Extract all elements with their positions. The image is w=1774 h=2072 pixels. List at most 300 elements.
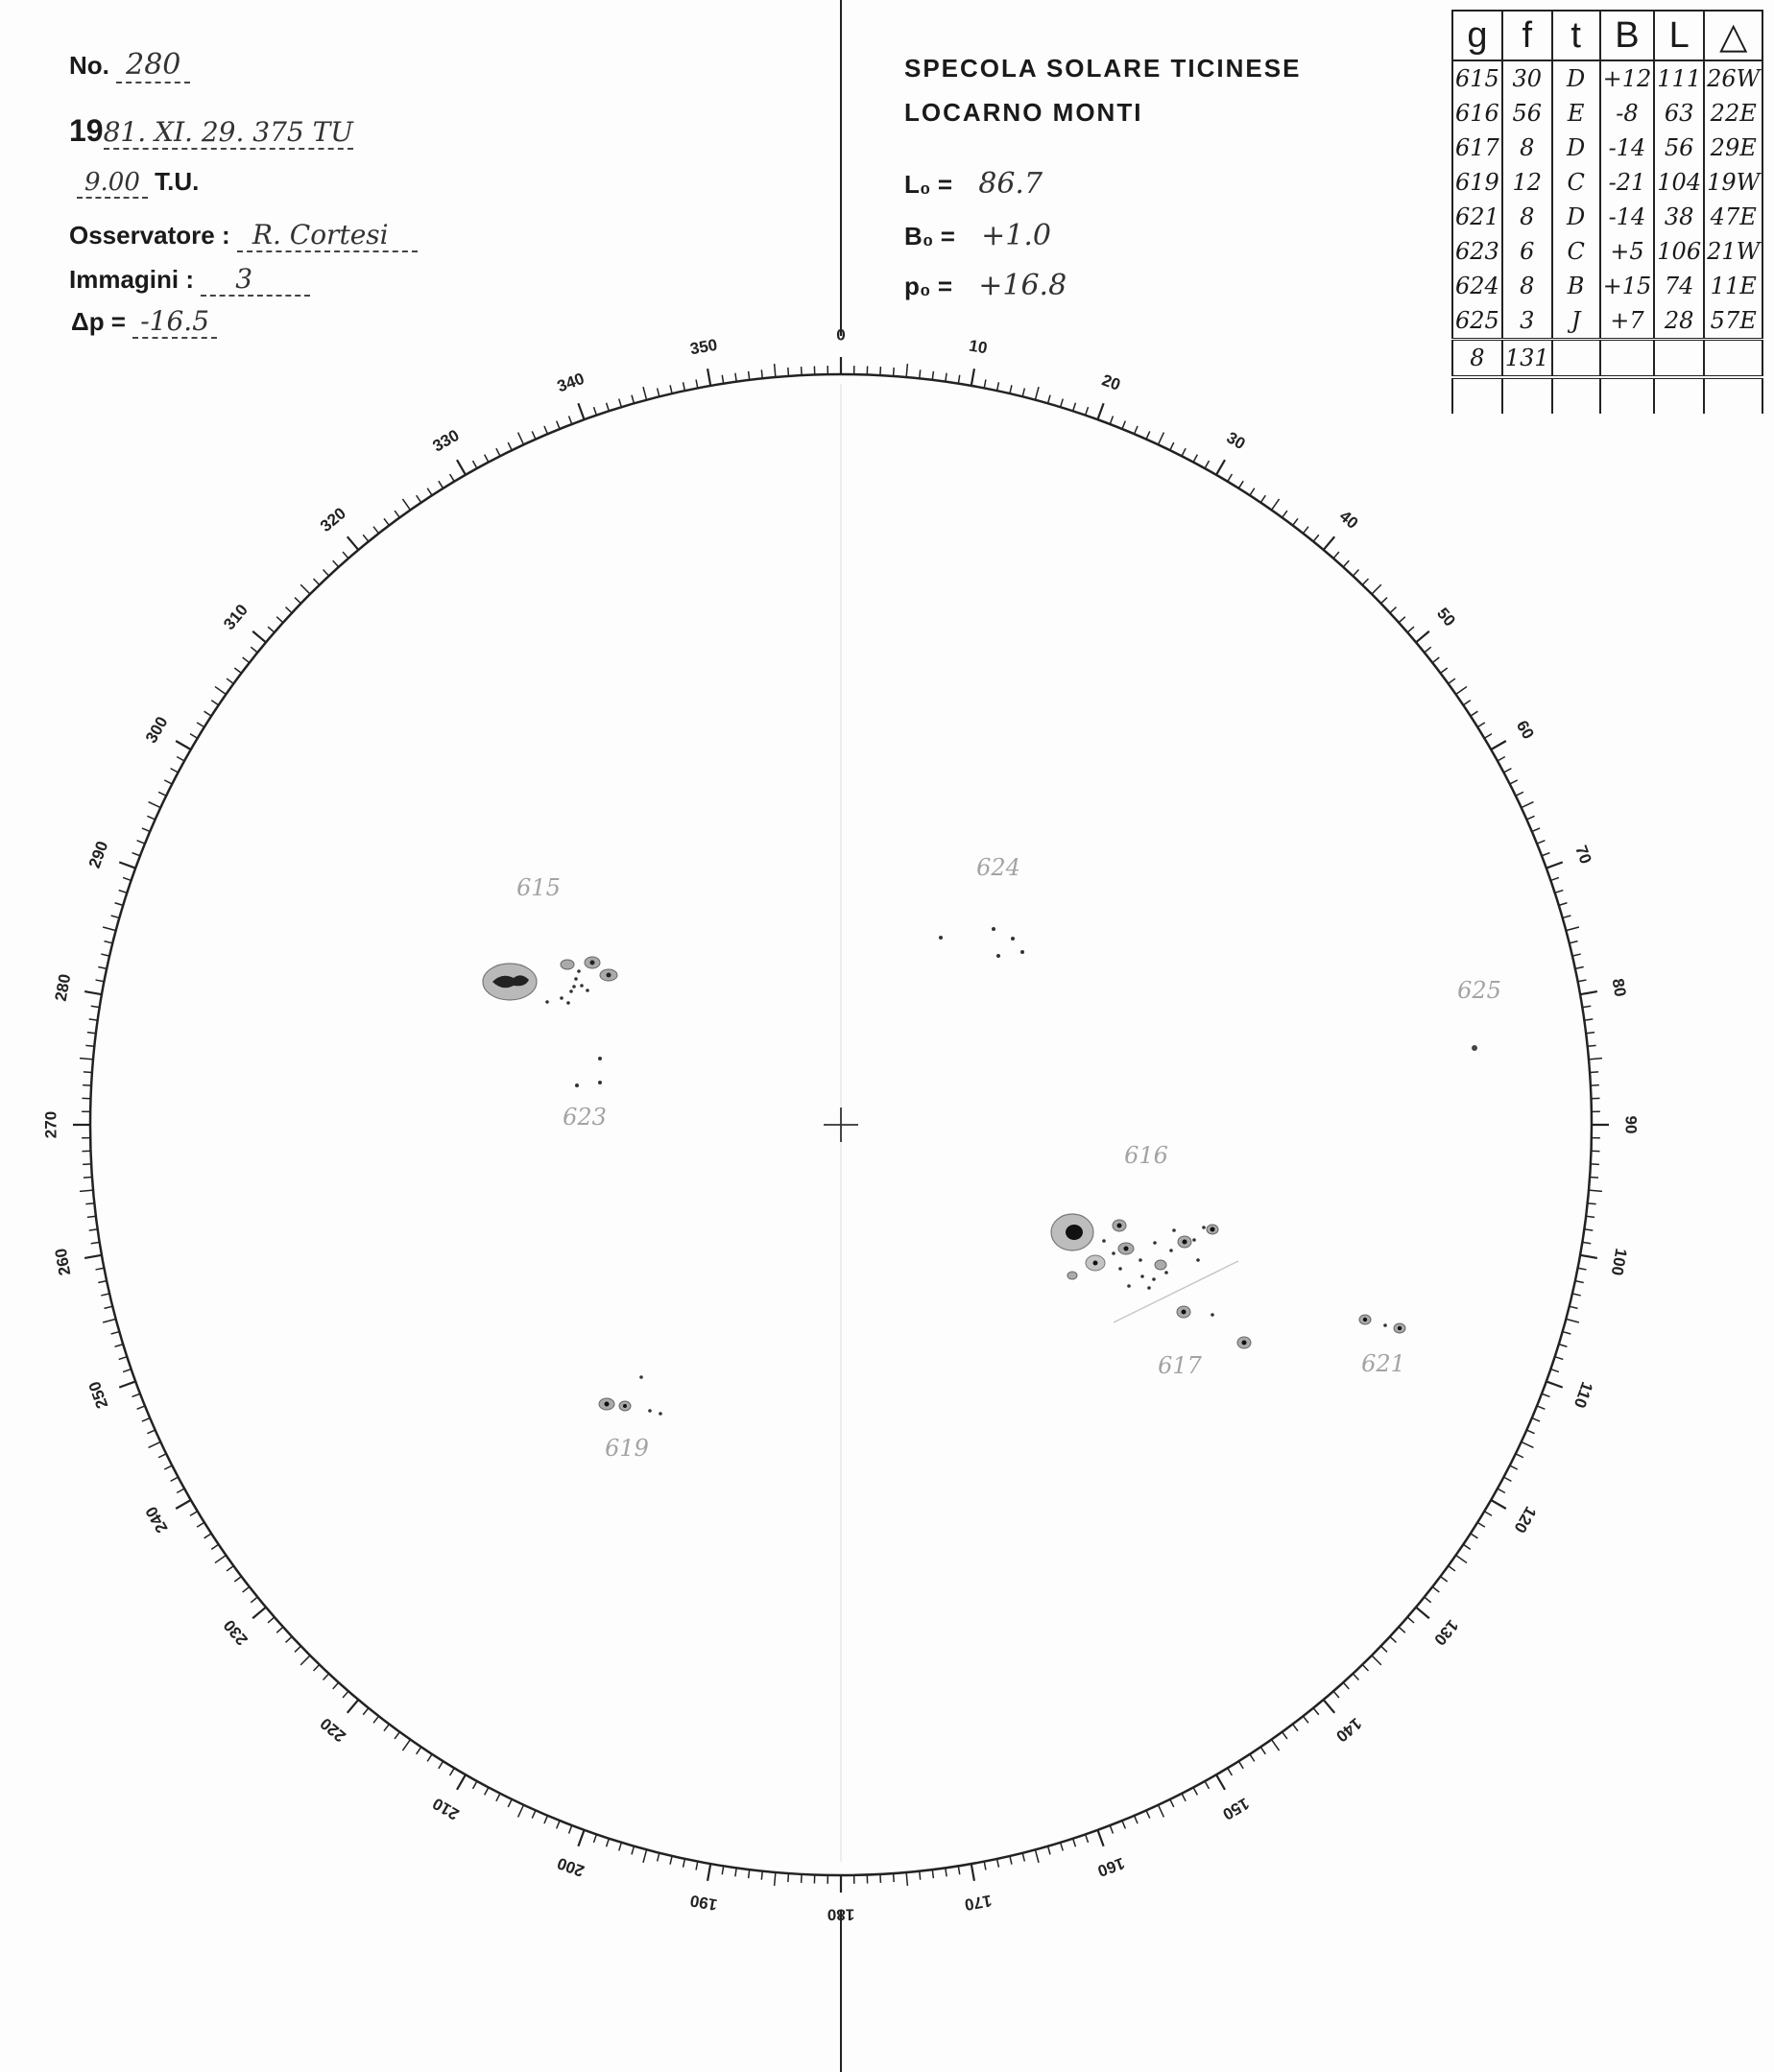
degree-label: 150 [1219, 1794, 1253, 1824]
degree-tick [1522, 1441, 1534, 1447]
degree-tick [578, 403, 584, 419]
sunspot [580, 984, 584, 988]
degree-tick [485, 455, 489, 463]
degree-tick [707, 369, 710, 386]
degree-tick [171, 769, 179, 773]
degree-tick [544, 426, 548, 434]
degree-tick [1343, 1682, 1349, 1689]
degree-tick [87, 1033, 96, 1034]
degree-tick [1588, 1045, 1596, 1046]
degree-tick [643, 387, 647, 400]
degree-tick [101, 954, 109, 956]
degree-tick [1584, 1229, 1593, 1230]
sunspot [561, 960, 574, 969]
degree-tick [1272, 499, 1280, 510]
degree-label: 280 [51, 972, 75, 1003]
degree-tick [1456, 1556, 1467, 1563]
degree-label: 310 [220, 601, 252, 633]
degree-tick [132, 853, 140, 856]
degree-tick [1537, 841, 1545, 844]
degree-tick [234, 1577, 241, 1582]
sunspot [545, 1000, 549, 1004]
degree-tick [1546, 862, 1563, 868]
degree-label: 240 [141, 1503, 172, 1536]
sunspot [574, 977, 578, 981]
L0-label: L₀ = [904, 170, 953, 199]
degree-tick [80, 1190, 93, 1191]
degree-tick [696, 380, 698, 389]
degree-tick [658, 388, 659, 396]
degree-tick [1061, 1843, 1064, 1851]
sunspot [1202, 1226, 1206, 1229]
degree-tick [450, 474, 455, 482]
degree-tick [1324, 1700, 1335, 1713]
degree-label: 70 [1571, 843, 1595, 867]
sunspot [623, 1404, 627, 1408]
degree-tick [1362, 1665, 1368, 1671]
degree-tick [89, 1019, 98, 1020]
degree-label: 110 [1570, 1379, 1597, 1411]
dp-label: Δp = [71, 307, 126, 336]
sunspot [1169, 1249, 1173, 1252]
degree-tick [314, 579, 320, 584]
degree-tick [496, 448, 500, 456]
degree-tick [1333, 552, 1339, 559]
degree-tick [450, 1768, 455, 1775]
table-cell: -8 [1600, 96, 1655, 131]
degree-tick [1510, 1465, 1518, 1469]
degree-tick [1303, 527, 1308, 534]
degree-tick [683, 382, 685, 391]
sunspot [1152, 1277, 1156, 1281]
table-cell: 104 [1654, 165, 1704, 200]
degree-tick [111, 1332, 120, 1334]
table-cell: C [1552, 234, 1600, 269]
degree-tick [439, 1761, 444, 1769]
sunspot [1472, 1045, 1477, 1051]
degree-tick [1590, 1178, 1598, 1179]
degree-tick [84, 991, 102, 994]
degree-tick [142, 1418, 150, 1422]
degree-tick [1432, 657, 1439, 663]
sunspot [1066, 1225, 1083, 1240]
group-label: 625 [1457, 977, 1501, 1004]
degree-tick [722, 1866, 723, 1874]
degree-label: 40 [1335, 507, 1362, 533]
table-cell: 8 [1502, 269, 1552, 303]
degree-label: 60 [1512, 717, 1538, 743]
sunspot [1127, 1284, 1131, 1288]
degree-tick [619, 399, 622, 408]
degree-label: 220 [317, 1714, 349, 1746]
degree-tick [1170, 442, 1174, 450]
degree-tick [775, 364, 776, 377]
sunspot [586, 988, 589, 992]
degree-tick [1416, 1608, 1429, 1619]
degree-tick [333, 1682, 339, 1689]
group-label: 615 [516, 874, 561, 901]
degree-tick [984, 380, 986, 389]
degree-tick [123, 1369, 132, 1372]
degree-tick [1158, 1805, 1163, 1818]
degree-tick [123, 877, 132, 880]
degree-tick [1532, 1418, 1540, 1422]
degree-tick [314, 1665, 320, 1671]
degree-tick [1324, 536, 1335, 550]
degree-tick [104, 1306, 112, 1308]
degree-tick [89, 1229, 98, 1230]
degree-tick [103, 1319, 116, 1322]
degree-tick [158, 1454, 166, 1458]
degree-label: 330 [429, 425, 463, 456]
time-value: 9.00 [77, 168, 148, 199]
degree-tick [722, 375, 723, 384]
degree-tick [119, 1381, 135, 1387]
degree-tick [137, 1406, 145, 1409]
table-cell: 56 [1502, 96, 1552, 131]
degree-tick [607, 403, 610, 412]
degree-tick [84, 1255, 102, 1258]
table-cell: 3 [1502, 303, 1552, 340]
degree-tick [984, 1862, 986, 1870]
degree-tick [788, 368, 789, 376]
degree-tick [1010, 385, 1012, 393]
group-label: 621 [1361, 1350, 1405, 1377]
table-cell: 38 [1654, 200, 1704, 234]
degree-tick [1570, 941, 1578, 943]
degree-tick [1238, 1761, 1243, 1769]
sunspot [1118, 1267, 1122, 1271]
degree-tick [1546, 1381, 1563, 1387]
degree-tick [1228, 1768, 1233, 1775]
degree-tick [1590, 1072, 1598, 1073]
table-cell: 615 [1452, 60, 1502, 96]
degree-tick [1484, 1512, 1492, 1516]
table-cell: 617 [1452, 131, 1502, 165]
degree-tick [384, 518, 389, 525]
degree-tick [142, 828, 150, 832]
degree-tick [1086, 407, 1089, 416]
table-cell: -21 [1600, 165, 1655, 200]
degree-tick [1550, 1369, 1559, 1372]
header-t: t [1552, 11, 1600, 60]
degree-tick [920, 369, 921, 378]
degree-tick [1303, 1716, 1308, 1723]
sunspot [566, 1001, 570, 1005]
degree-tick [1498, 757, 1505, 761]
table-cell: 621 [1452, 200, 1502, 234]
sunspot [1172, 1228, 1176, 1232]
degree-tick [363, 535, 369, 541]
degree-tick [1572, 954, 1581, 956]
degree-tick [1471, 1534, 1478, 1538]
degree-tick [894, 368, 895, 376]
degree-tick [485, 1787, 489, 1795]
degree-tick [1283, 1732, 1287, 1739]
degree-tick [906, 364, 907, 377]
degree-tick [119, 1357, 128, 1360]
degree-tick [932, 1870, 933, 1878]
sunspot [648, 1409, 652, 1413]
degree-tick [1580, 1255, 1597, 1258]
degree-tick [1293, 1725, 1298, 1731]
degree-tick [1498, 1489, 1505, 1492]
degree-tick [569, 417, 572, 424]
degree-tick [1516, 792, 1523, 796]
degree-label: 180 [827, 1905, 855, 1924]
degree-tick [215, 686, 226, 694]
B0-label: B₀ = [904, 222, 955, 250]
degree-tick [1193, 455, 1197, 463]
degree-tick [557, 421, 560, 429]
table-cell: 8 [1502, 131, 1552, 165]
degree-tick [496, 1794, 500, 1801]
table-cell: J [1552, 303, 1600, 340]
degree-tick [920, 1871, 921, 1880]
sunspot [605, 1402, 610, 1407]
degree-tick [946, 1868, 947, 1876]
degree-tick [1542, 853, 1549, 856]
degree-label: 80 [1608, 977, 1630, 999]
table-cell: 29E [1704, 131, 1762, 165]
degree-tick [997, 1859, 999, 1868]
degree-tick [149, 1441, 161, 1447]
table-cell: 11E [1704, 269, 1762, 303]
degree-tick [1425, 647, 1431, 653]
degree-tick [1449, 1566, 1455, 1571]
degree-label: 210 [429, 1794, 463, 1824]
degree-tick [1010, 1856, 1012, 1865]
degree-label: 160 [1094, 1853, 1128, 1881]
degree-tick [1073, 1839, 1076, 1847]
degree-tick [1586, 1216, 1594, 1217]
degree-tick [1390, 1636, 1397, 1642]
dp-value: -16.5 [132, 305, 217, 339]
degree-tick [518, 433, 524, 445]
degree-label: 260 [51, 1247, 75, 1277]
table-cell: 22E [1704, 96, 1762, 131]
degree-tick [1182, 448, 1186, 456]
degree-tick [1491, 1500, 1506, 1509]
number-label: No. [69, 51, 109, 80]
degree-tick [1425, 1597, 1431, 1603]
table-cell: 19W [1704, 165, 1762, 200]
degree-tick [1586, 1033, 1594, 1034]
sunspot [1093, 1261, 1098, 1266]
table-cell: 47E [1704, 200, 1762, 234]
degree-label: 10 [967, 336, 989, 358]
table-cell: 30 [1502, 60, 1552, 96]
sunspot [1363, 1318, 1367, 1322]
degree-tick [295, 1646, 300, 1652]
degree-tick [190, 734, 198, 739]
degree-tick [276, 1627, 283, 1632]
degree-tick [1477, 723, 1485, 727]
degree-tick [749, 371, 750, 380]
table-cell: 623 [1452, 234, 1502, 269]
degree-tick [91, 1006, 100, 1007]
degree-tick [324, 569, 329, 576]
table-cell: D [1552, 60, 1600, 96]
degree-tick [87, 1216, 96, 1217]
table-cell: 21W [1704, 234, 1762, 269]
degree-tick [1542, 1393, 1549, 1396]
degree-tick [958, 1866, 959, 1874]
degree-label: 140 [1332, 1714, 1365, 1746]
degree-label: 290 [84, 838, 112, 871]
degree-tick [285, 607, 292, 613]
table-cell: 624 [1452, 269, 1502, 303]
degree-tick [243, 657, 250, 663]
table-cell: 63 [1654, 96, 1704, 131]
sunspot [569, 989, 573, 993]
degree-tick [1522, 802, 1534, 808]
degree-tick [1456, 686, 1467, 694]
sunspot [598, 1057, 602, 1060]
degree-tick [343, 552, 348, 559]
degree-tick [1537, 1406, 1545, 1409]
time-label: T.U. [155, 167, 200, 196]
degree-tick [147, 816, 155, 820]
degree-tick [1432, 1586, 1439, 1592]
degree-tick [1575, 1281, 1584, 1283]
table-cell: 74 [1654, 269, 1704, 303]
degree-tick [137, 841, 145, 844]
degree-tick [1563, 916, 1571, 917]
degree-tick [85, 1045, 94, 1046]
degree-tick [1182, 1794, 1186, 1801]
p0-label: p₀ = [904, 272, 953, 300]
degree-tick [84, 1072, 92, 1073]
degree-tick [363, 1708, 369, 1715]
degree-tick [1582, 1242, 1591, 1243]
table-cell: -14 [1600, 200, 1655, 234]
degree-tick [1250, 1754, 1255, 1762]
degree-tick [1122, 1821, 1125, 1828]
degree-label: 90 [1621, 1115, 1641, 1134]
sunspot [1067, 1272, 1077, 1279]
degree-tick [243, 1586, 250, 1592]
table-total-cell: 8 [1452, 340, 1502, 378]
degree-tick [1572, 1294, 1581, 1296]
degree-tick [532, 431, 536, 439]
degree-tick [946, 373, 947, 382]
degree-tick [1575, 967, 1584, 969]
degree-tick [164, 780, 172, 784]
degree-tick [204, 711, 212, 716]
table-cell: +15 [1600, 269, 1655, 303]
degree-tick [735, 373, 736, 382]
degree-tick [427, 488, 432, 496]
group-label: 624 [976, 854, 1020, 881]
degree-label: 340 [554, 369, 587, 396]
degree-tick [1503, 769, 1511, 773]
sunspot [1155, 1260, 1166, 1270]
number-value: 280 [116, 48, 190, 83]
sunspot [590, 961, 595, 965]
degree-tick [227, 679, 233, 683]
degree-tick [593, 1834, 596, 1843]
degree-tick [788, 1873, 789, 1882]
images-label: Immagini : [69, 265, 195, 294]
degree-tick [190, 1512, 198, 1516]
degree-tick [1510, 780, 1518, 784]
degree-tick [578, 1830, 584, 1846]
degree-tick [268, 1617, 275, 1623]
degree-tick [508, 442, 512, 450]
header-b: B [1600, 11, 1655, 60]
degree-tick [268, 627, 275, 632]
degree-tick [1559, 1345, 1568, 1347]
degree-tick [1353, 1674, 1358, 1680]
degree-tick [1293, 518, 1298, 525]
degree-tick [1503, 1477, 1511, 1481]
degree-tick [1205, 1781, 1209, 1789]
degree-tick [1073, 403, 1076, 412]
sunspot [1242, 1341, 1247, 1346]
degree-tick [164, 1465, 172, 1469]
degree-tick [251, 647, 257, 653]
degree-tick [1555, 1357, 1564, 1360]
degree-label: 190 [688, 1891, 719, 1915]
degree-tick [749, 1870, 750, 1878]
sunspot [1147, 1286, 1151, 1290]
degree-tick [696, 1862, 698, 1870]
degree-tick [1491, 741, 1506, 750]
degree-tick [324, 1674, 329, 1680]
degree-tick [115, 903, 124, 906]
degree-tick [96, 980, 105, 982]
sunspot [1211, 1313, 1214, 1317]
degree-tick [1097, 1830, 1103, 1846]
degree-tick [1372, 1655, 1381, 1665]
degree-tick [1193, 1787, 1197, 1795]
header-l: L [1654, 11, 1704, 60]
degree-tick [607, 1839, 610, 1847]
degree-tick [85, 1203, 94, 1204]
degree-tick [473, 1781, 477, 1789]
sunspot [1112, 1251, 1115, 1255]
degree-tick [211, 701, 218, 705]
degree-tick [103, 927, 116, 931]
degree-tick [1022, 1853, 1024, 1862]
degree-tick [1399, 1627, 1405, 1632]
table-cell: D [1552, 131, 1600, 165]
degree-tick [1516, 1454, 1523, 1458]
group-616-axis-line [1114, 1261, 1238, 1322]
degree-tick [98, 1281, 107, 1283]
degree-tick [402, 1740, 410, 1750]
degree-tick [643, 1849, 647, 1863]
degree-tick [958, 375, 959, 384]
degree-tick [1584, 1019, 1593, 1020]
degree-tick [176, 1500, 191, 1509]
degree-tick [104, 941, 112, 943]
p0-value: +16.8 [978, 269, 1067, 302]
degree-tick [1216, 1774, 1225, 1790]
degree-tick [417, 1747, 421, 1753]
degree-tick [1122, 421, 1125, 429]
degree-label: 120 [1510, 1503, 1541, 1536]
degree-tick [101, 1294, 109, 1296]
sunspot [575, 1084, 579, 1087]
degree-label: 200 [554, 1853, 587, 1881]
degree-tick [252, 1608, 266, 1619]
degree-tick [211, 1544, 218, 1549]
degree-tick [971, 369, 974, 386]
degree-tick [96, 1268, 105, 1270]
degree-tick [1110, 1825, 1113, 1833]
